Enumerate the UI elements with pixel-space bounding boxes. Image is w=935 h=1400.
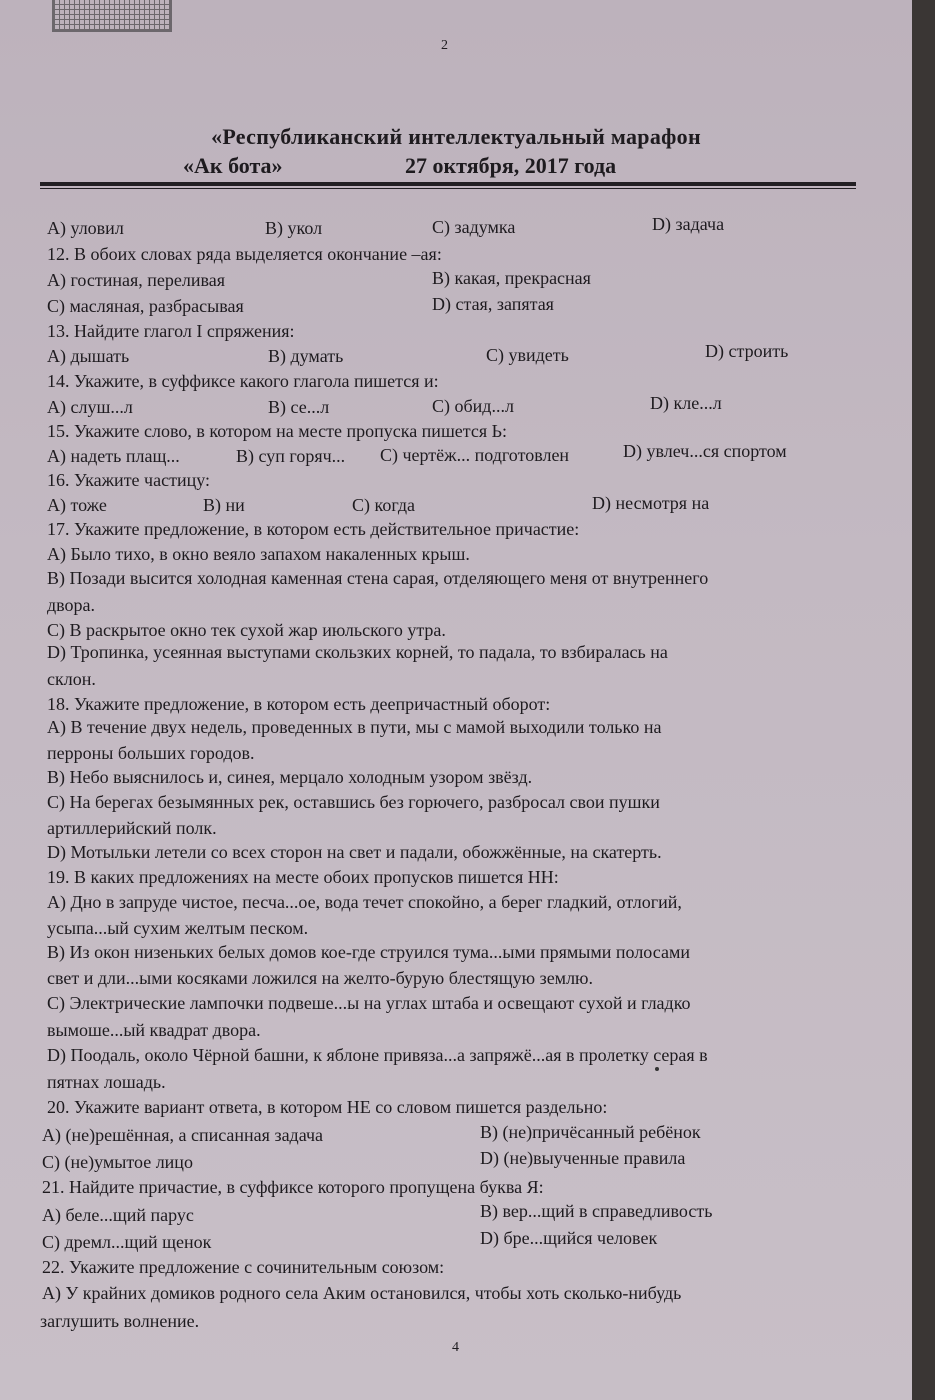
q18-option-a: А) В течение двух недель, проведенных в пути, мы с мамой выходили только на [47, 717, 662, 737]
q19-question: 19. В каких предложениях на месте обоих пропусков пишется НН: [47, 867, 559, 887]
q14-option-b: В) се...л [268, 397, 330, 417]
q16-question: 16. Укажите частицу: [47, 470, 210, 490]
q22-question: 22. Укажите предложение с сочинительным союзом: [42, 1257, 445, 1277]
q14-option-c: С) обид...л [432, 396, 514, 416]
page-number-bottom: 4 [452, 1340, 459, 1355]
q14-option-a: А) слуш...л [47, 397, 133, 417]
q14-option-d: D) кле...л [650, 393, 722, 413]
q20-option-b: В) (не)причёсанный ребёнок [480, 1122, 701, 1142]
q19-option-d: D) Поодаль, около Чёрной башни, к яблоне привяза...а запряжё...ая в пролетку серая в [47, 1045, 708, 1065]
q18-option-a-cont: перроны больших городов. [47, 743, 255, 763]
q11-option-d: D) задача [652, 214, 725, 234]
q14-question: 14. Укажите, в суффиксе какого глагола пишется и: [47, 371, 439, 391]
q12-option-c: С) масляная, разбрасывая [47, 296, 244, 316]
q16-option-a: А) тоже [47, 495, 107, 515]
q11-option-c: С) задумка [432, 217, 516, 237]
q20-question: 20. Укажите вариант ответа, в котором НЕ со словом пишется раздельно: [47, 1097, 608, 1117]
q17-option-d-cont: склон. [47, 669, 96, 689]
q19-option-c: С) Электрические лампочки подвеше...ы на углах штаба и освещают сухой и гладко [47, 993, 691, 1013]
ink-dot [655, 1067, 659, 1071]
q21-question: 21. Найдите причастие, в суффиксе которого пропущена буква Я: [42, 1177, 544, 1197]
q17-option-d: D) Тропинка, усеянная выступами скользких корней, то падала, то взбиралась на [47, 642, 668, 662]
q13-option-b: В) думать [268, 346, 344, 366]
q20-option-a: А) (не)решённая, а списанная задача [42, 1125, 324, 1145]
q18-option-c-cont: артиллерийский полк. [47, 818, 217, 838]
q13-option-d: D) строить [705, 341, 789, 361]
q22-option-a: А) У крайних домиков родного села Аким остановился, чтобы хоть сколько-нибудь [42, 1283, 682, 1303]
q21-option-d: D) бре...щийся человек [480, 1228, 658, 1248]
marathon-name: «Ак бота» [183, 153, 283, 178]
corner-logo [52, 0, 172, 32]
q16-option-d: D) несмотря на [592, 493, 710, 513]
q19-option-a-cont: усыпа...ый сухим желтым песком. [47, 918, 309, 938]
q11-option-b: В) укол [265, 218, 323, 238]
q21-option-c: С) дремл...щий щенок [42, 1232, 212, 1252]
q19-option-b: В) Из окон низеньких белых домов кое-где струился тума...ыми прямыми полосами [47, 942, 690, 962]
header-divider-thin [40, 188, 856, 189]
page-number-top: 2 [441, 38, 448, 53]
q17-option-b: В) Позади высится холодная каменная стена сарая, отделяющего меня от внутреннего [47, 568, 709, 588]
q19-option-b-cont: свет и дли...ыми косяками ложился на желто-бурую блестящую землю. [47, 968, 594, 988]
q17-option-c: С) В раскрытое окно тек сухой жар июльского утра. [47, 620, 446, 640]
marathon-title: «Республиканский интеллектуальный марафон [211, 124, 701, 149]
q16-option-c: С) когда [352, 495, 415, 515]
q12-option-b: В) какая, прекрасная [432, 268, 591, 288]
q18-question: 18. Укажите предложение, в котором есть деепричастный оборот: [47, 694, 551, 714]
q13-option-c: С) увидеть [486, 345, 569, 365]
q13-question: 13. Найдите глагол I спряжения: [47, 321, 295, 341]
q12-question: 12. В обоих словах ряда выделяется окончание –ая: [47, 244, 442, 264]
q21-option-a: А) беле...щий парус [42, 1205, 194, 1225]
q15-option-c: С) чертёж... подготовлен [380, 445, 570, 465]
q20-option-d: D) (не)выученные правила [480, 1148, 686, 1168]
q18-option-d: D) Мотыльки летели со всех сторон на свет и падали, обожжённые, на скатерть. [47, 842, 662, 862]
q18-option-b: В) Небо выяснилось и, синея, мерцало холодным узором звёзд. [47, 767, 533, 787]
q15-option-d: D) увлеч...ся спортом [623, 441, 787, 461]
q12-option-d: D) стая, запятая [432, 294, 554, 314]
q15-question: 15. Укажите слово, в котором на месте пропуска пишется Ь: [47, 421, 507, 441]
q21-option-b: В) вер...щий в справедливость [480, 1201, 713, 1221]
q19-option-d-cont: пятнах лошадь. [47, 1072, 166, 1092]
q19-option-c-cont: вымоше...ый квадрат двора. [47, 1020, 261, 1040]
q12-option-a: А) гостиная, переливая [47, 270, 226, 290]
q20-option-c: С) (не)умытое лицо [42, 1152, 193, 1172]
q13-option-a: А) дышать [47, 346, 130, 366]
header-divider [40, 182, 856, 186]
q17-option-b-cont: двора. [47, 595, 96, 615]
q17-question: 17. Укажите предложение, в котором есть действительное причастие: [47, 519, 580, 539]
q16-option-b: В) ни [203, 495, 245, 515]
q11-option-a: А) уловил [47, 218, 124, 238]
q15-option-a: А) надеть плащ... [47, 446, 180, 466]
q15-option-b: В) суп горяч... [236, 446, 346, 466]
q19-option-a: А) Дно в запруде чистое, песча...ое, вода течет спокойно, а берег гладкий, отлогий, [47, 892, 682, 912]
q17-option-a: А) Было тихо, в окно веяло запахом накаленных крыш. [47, 544, 470, 564]
q18-option-c: С) На берегах безымянных рек, оставшись без горючего, разбросал свои пушки [47, 792, 660, 812]
marathon-date: 27 октября, 2017 года [405, 153, 617, 178]
q22-option-a-cont: заглушить волнение. [40, 1311, 200, 1331]
